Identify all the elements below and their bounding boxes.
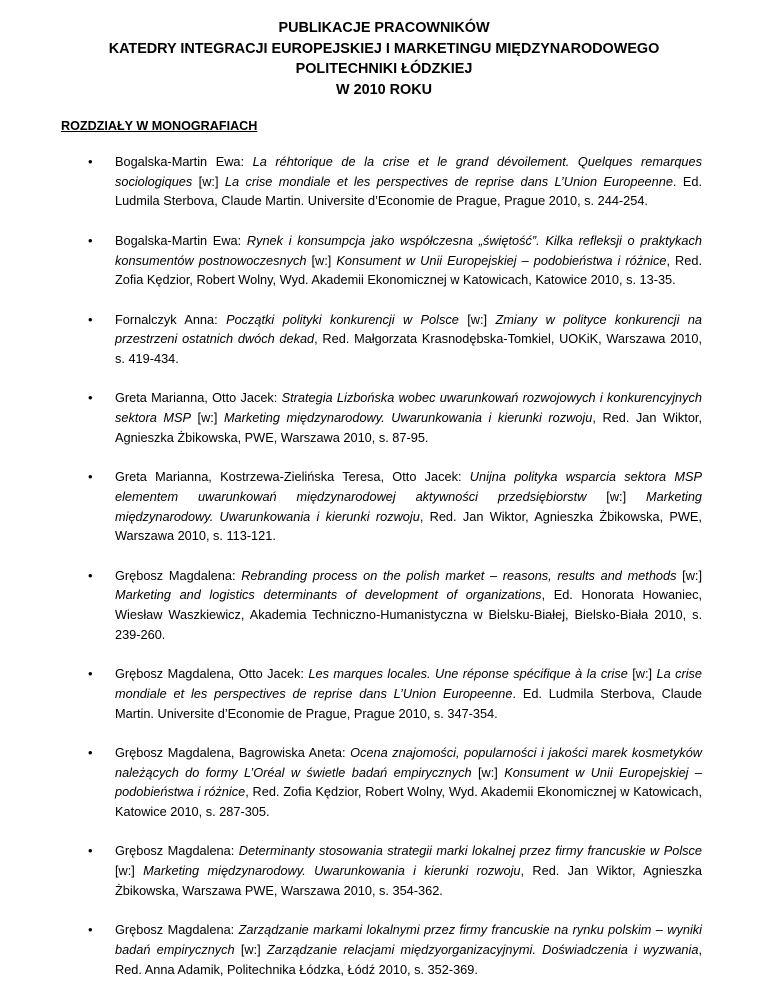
entry-authors: Greta Marianna, Otto Jacek:	[115, 390, 282, 406]
entry-details: , Red. Jan Wiktor, Agnieszka Żbikowska, Warszawa PWE, Warszawa 2010, s. 354-362.	[115, 863, 702, 898]
entry-book: Marketing międzynarodowy. Uwarunkowania i kierunki rozwoju	[143, 863, 521, 879]
entry-in: [w:]	[192, 173, 225, 189]
entry-title: Determinanty stosowania strategii marki lokalnej przez firmy francuskie w Polsce	[238, 843, 703, 859]
entry-authors: Grębosz Magdalena:	[115, 843, 239, 859]
entry-title: Unijna polityka wsparcia sektora MSP elementem uwarunkowań międzynarodowej aktywności przedsiębiorstw	[115, 469, 702, 504]
entry-title: Rynek i konsumpcja jako współczesna „świętość”. Kilka refleksji o praktykach konsumentów postnowoczesnych	[115, 232, 702, 268]
title-line-2: KATEDRY INTEGRACJI EUROPEJSKIEJ I MARKETINGU MIĘDZYNARODOWEGO	[108, 40, 660, 57]
publication-entry	[88, 231, 702, 290]
title-line-3: POLITECHNIKI ŁÓDZKIEJ	[295, 61, 473, 78]
publication-entry	[88, 743, 702, 822]
entry-in: [w:]	[586, 488, 647, 504]
entry-title: Początki polityki konkurencji w Polsce	[226, 311, 459, 327]
entry-book: Marketing międzynarodowy. Uwarunkowania i kierunki rozwoju	[115, 488, 702, 524]
entry-details: , Red. Jan Wiktor, Agnieszka Żbikowska, PWE, Warszawa 2010, s. 113-121.	[115, 508, 702, 544]
entry-book: Marketing międzynarodowy. Uwarunkowania i kierunki rozwoju	[223, 410, 593, 426]
entry-authors: Grębosz Magdalena, Bagrowiska Aneta:	[115, 744, 351, 760]
entry-in: [w:]	[191, 410, 224, 426]
entry-in: [w:]	[458, 311, 496, 327]
entry-authors: Fornalczyk Anna:	[115, 311, 227, 327]
title-line-1: PUBLIKACJE PRACOWNIKÓW	[278, 20, 490, 36]
entry-details: , Red. Zofia Kędzior, Robert Wolny, Wyd. Akademii Ekonomicznej w Katowicach, Katowice 2010, s. 13-35.	[115, 252, 702, 288]
entry-title: La réhtorique de la crise et le grand dévoilement. Quelques remarques sociologiques	[115, 154, 702, 189]
entry-book: Konsument w Unii Europejskiej – podobieństwa i różnice	[336, 252, 667, 268]
publication-entry	[88, 920, 702, 979]
entry-title: Les marques locales. Une réponse spécifique à la crise	[308, 666, 628, 682]
publication-entry	[88, 310, 702, 369]
entry-in: [w:]	[115, 863, 144, 879]
entry-book: Zmiany w polityce konkurencji na przestrzeni ostatnich dwóch dekad	[115, 311, 703, 347]
entry-in: [w:]	[471, 764, 505, 780]
entry-details: , Red. Małgorzata Krasnodębska-Tomkiel, UOKiK, Warszawa 2010, s. 419-434.	[115, 331, 702, 366]
document-title	[60, 18, 708, 100]
publication-entry	[88, 388, 702, 447]
entry-details: . Ed. Ludmila Sterbova, Claude Martin. Universite d’Economie de Prague, Prague 2010, s. 347-354.	[115, 685, 702, 721]
entry-book: Konsument w Unii Europejskiej – podobieństwa i różnice	[115, 764, 702, 800]
entry-authors: Bogalska-Martin Ewa:	[115, 154, 253, 169]
entry-title: Rebranding process on the polish market – reasons, results and methods	[241, 567, 677, 583]
entry-title: Ocena znajomości, popularności i jakości marek kosmetyków należących do formy L’Oréal w świetle badań empirycznych	[115, 744, 702, 780]
publication-entry	[88, 664, 702, 723]
entry-authors: Grębosz Magdalena:	[115, 922, 239, 938]
entry-details: , Red. Zofia Kędzior, Robert Wolny, Wyd. Akademii Ekonomicznej w Katowicach, Katowice 2010, s. 287-305.	[115, 784, 702, 820]
publication-entry	[88, 467, 702, 546]
entry-authors: Grębosz Magdalena, Otto Jacek:	[115, 666, 309, 682]
entry-authors: Bogalska-Martin Ewa:	[115, 232, 247, 248]
entry-details: , Red. Jan Wiktor, Agnieszka Żbikowska, PWE, Warszawa 2010, s. 87-95.	[115, 410, 703, 445]
entry-authors: Grębosz Magdalena:	[115, 567, 242, 583]
publication-entry	[88, 566, 702, 645]
entry-in: [w:]	[676, 567, 702, 583]
entry-book: Marketing and logistics determinants of development of organizations	[115, 587, 542, 603]
section-heading: ROZDZIAŁY W MONOGRAFIACH	[61, 119, 258, 133]
entry-title: Zarządzanie markami lokalnymi przez firmy francuskie na rynku polskim – wyniki badań empirycznych	[115, 922, 702, 957]
publication-list	[88, 152, 702, 999]
title-line-4: W 2010 ROKU	[336, 81, 432, 98]
entry-title: Strategia Lizbońska wobec uwarunkowań rozwojowych i konkurencyjnych sektora MSP	[115, 390, 702, 426]
publication-entry	[88, 841, 702, 900]
entry-details: . Ed. Ludmila Sterbova, Claude Martin. Universite d’Economie de Prague, Prague 2010, s. 244-254.	[115, 173, 702, 209]
entry-book: La crise mondiale et les perspectives de reprise dans L’Union Europeenne	[115, 666, 703, 701]
entry-details: , Red. Anna Adamik, Politechnika Łódzka, Łódź 2010, s. 352-369.	[115, 941, 702, 977]
publication-entry	[88, 152, 702, 211]
entry-book: Zarządzanie relacjami międzyorganizacyjnymi. Doświadczenia i wyzwania	[266, 941, 699, 957]
entry-book: La crise mondiale et les perspectives de reprise dans L’Union Europeenne	[224, 173, 673, 189]
entry-in: [w:]	[306, 252, 337, 268]
entry-in: [w:]	[627, 666, 657, 682]
entry-authors: Greta Marianna, Kostrzewa-Zielińska Teresa, Otto Jacek:	[115, 469, 470, 485]
entry-details: , Ed. Honorata Howaniec, Wiesław Waszkiewicz, Akademia Techniczno-Humanistyczna w Bielsku-Białej, Bielsko-Biała 2010, s. 239-260.	[115, 587, 702, 642]
entry-in: [w:]	[234, 941, 267, 957]
